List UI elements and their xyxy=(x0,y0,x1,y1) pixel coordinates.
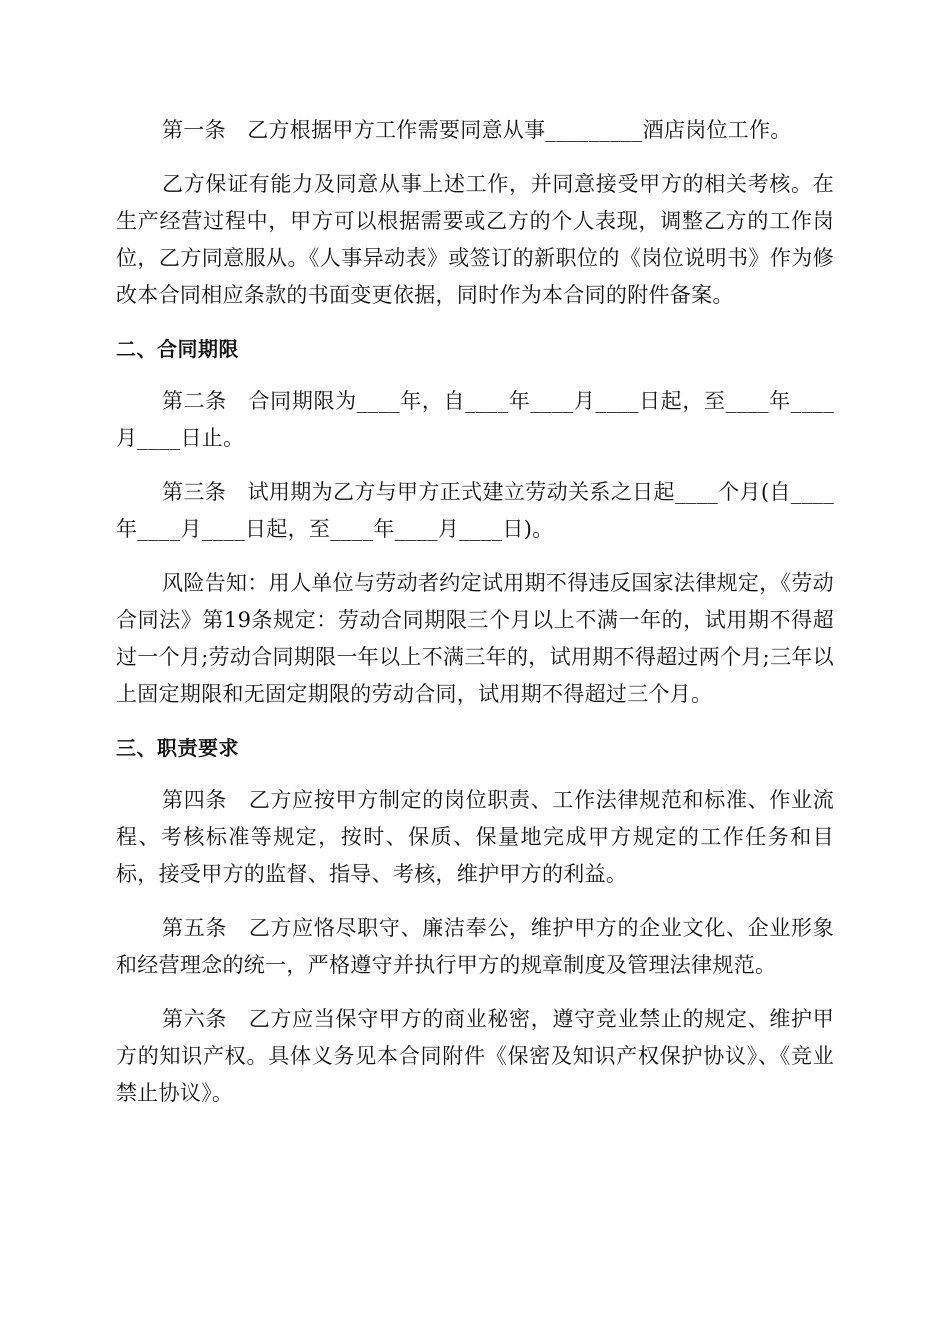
article-2-paragraph: 第二条 合同期限为____年，自____年____月____日起，至____年____月____日止。 xyxy=(116,389,834,450)
article-3-paragraph: 第三条 试用期为乙方与甲方正式建立劳动关系之日起____个月(自____年____月____日起，至____年____月____日)。 xyxy=(116,480,834,541)
section-heading-duties: 三、职责要求 xyxy=(116,736,239,760)
article-6-paragraph: 第六条 乙方应当保守甲方的商业秘密，遵守竞业禁止的规定、维护甲方的知识产权。具体义务见本合同附件《保密及知识产权保护协议》、《竞业禁止协议》。 xyxy=(116,1007,834,1105)
article-4-paragraph: 第四条 乙方应按甲方制定的岗位职责、工作法律规范和标准、作业流程、考核标准等规定，按时、保质、保量地完成甲方规定的工作任务和目标，接受甲方的监督、指导、考核，维护甲方的利益。 xyxy=(116,788,834,886)
document-page xyxy=(116,112,834,1129)
article-5-paragraph: 第五条 乙方应恪尽职守、廉洁奉公，维护甲方的企业文化、企业形象和经营理念的统一，严格遵守并执行甲方的规章制度及管理法律规范。 xyxy=(116,916,834,977)
article-1-paragraph: 第一条 乙方根据甲方工作需要同意从事_________酒店岗位工作。 xyxy=(162,118,792,142)
risk-notice-paragraph: 风险告知：用人单位与劳动者约定试用期不得违反国家法律规定，《劳动合同法》第19条规定：劳动合同期限三个月以上不满一年的，试用期不得超过一个月;劳动合同期限一年以上不满三年的，试用期不得超过两个月;三年以上固定期限和无固定期限的劳动合同，试用期不得超过三个月。 xyxy=(116,571,834,706)
section-heading-contract-term: 二、合同期限 xyxy=(116,337,239,361)
article-1-details-paragraph: 乙方保证有能力及同意从事上述工作，并同意接受甲方的相关考核。在生产经营过程中，甲方可以根据需要或乙方的个人表现，调整乙方的工作岗位，乙方同意服从。《人事异动表》或签订的新职位的《岗位说明书》作为修改本合同相应条款的书面变更依据，同时作为本合同的附件备案。 xyxy=(116,172,834,307)
